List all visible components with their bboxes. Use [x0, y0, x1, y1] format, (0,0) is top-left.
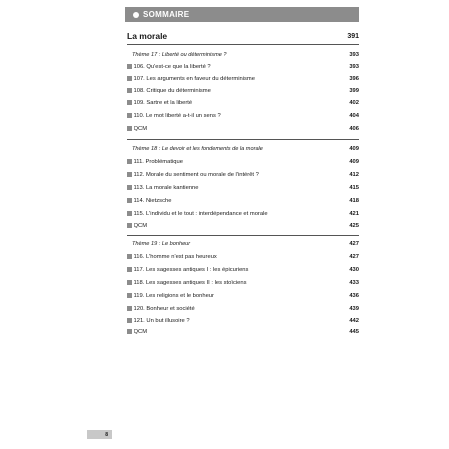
square-bullet-icon: [127, 113, 132, 118]
square-bullet-icon: [127, 267, 132, 272]
toc-entry[interactable]: 121. Un but illusoire ? 442: [127, 316, 359, 325]
square-bullet-icon: [127, 280, 132, 285]
square-bullet-icon: [127, 159, 132, 164]
page-number: 8: [105, 431, 108, 438]
theme-heading[interactable]: Thème 18 : Le devoir et les fondements de la morale 409: [132, 146, 359, 152]
toc-entry[interactable]: QCM 425: [127, 221, 359, 230]
square-bullet-icon: [127, 76, 132, 81]
toc-entry[interactable]: 115. L'individu et le tout : interdépendance et morale 421: [127, 209, 359, 218]
toc-entry[interactable]: 108. Critique du déterminisme 399: [127, 86, 359, 95]
square-bullet-icon: [127, 318, 132, 323]
square-bullet-icon: [127, 306, 132, 311]
toc-entry[interactable]: 110. Le mot liberté a-t-il un sens ? 404: [127, 111, 359, 120]
square-bullet-icon: [127, 172, 132, 177]
toc-entry[interactable]: 107. Les arguments en faveur du déterminisme 396: [127, 74, 359, 83]
square-bullet-icon: [127, 88, 132, 93]
section-title: La morale: [127, 31, 168, 41]
square-bullet-icon: [127, 223, 132, 228]
section-rule: [127, 44, 359, 45]
bullet-dot-icon: [133, 12, 139, 18]
square-bullet-icon: [127, 254, 132, 259]
square-bullet-icon: [127, 329, 132, 334]
theme-heading[interactable]: Thème 17 : Liberté ou déterminisme ? 393: [132, 52, 359, 58]
section-page: 391: [347, 32, 359, 40]
toc-entry[interactable]: 113. La morale kantienne 415: [127, 183, 359, 192]
page-number-box: [87, 430, 112, 439]
theme-heading[interactable]: Thème 19 : Le bonheur 427: [132, 241, 359, 247]
square-bullet-icon: [127, 211, 132, 216]
toc-entry[interactable]: 112. Morale du sentiment ou morale de l'intérêt ? 412: [127, 170, 359, 179]
toc-entry[interactable]: 114. Nietzsche 418: [127, 196, 359, 205]
square-bullet-icon: [127, 198, 132, 203]
square-bullet-icon: [127, 100, 132, 105]
toc-entry[interactable]: 106. Qu'est-ce que la liberté ? 393: [127, 62, 359, 71]
square-bullet-icon: [127, 185, 132, 190]
toc-entry[interactable]: 116. L'homme n'est pas heureux 427: [127, 252, 359, 261]
toc-entry[interactable]: 117. Les sagesses antiques I : les épicuriens 430: [127, 265, 359, 274]
toc-entry[interactable]: 119. Les religions et le bonheur 436: [127, 291, 359, 300]
toc-entry[interactable]: 109. Sartre et la liberté 402: [127, 98, 359, 107]
toc-entry[interactable]: 111. Problématique 409: [127, 157, 359, 166]
theme-rule: [127, 139, 359, 140]
theme-rule: [127, 235, 359, 236]
section-heading[interactable]: [127, 30, 359, 42]
toc-entry[interactable]: QCM 406: [127, 124, 359, 133]
header-title: SOMMAIRE: [143, 10, 190, 19]
square-bullet-icon: [127, 64, 132, 69]
square-bullet-icon: [127, 126, 132, 131]
square-bullet-icon: [127, 293, 132, 298]
toc-entry[interactable]: 120. Bonheur et société 439: [127, 304, 359, 313]
sommaire-header: [125, 7, 359, 22]
toc-entry[interactable]: 118. Les sagesses antiques II : les stoïciens 433: [127, 278, 359, 287]
toc-entry[interactable]: QCM 445: [127, 327, 359, 336]
